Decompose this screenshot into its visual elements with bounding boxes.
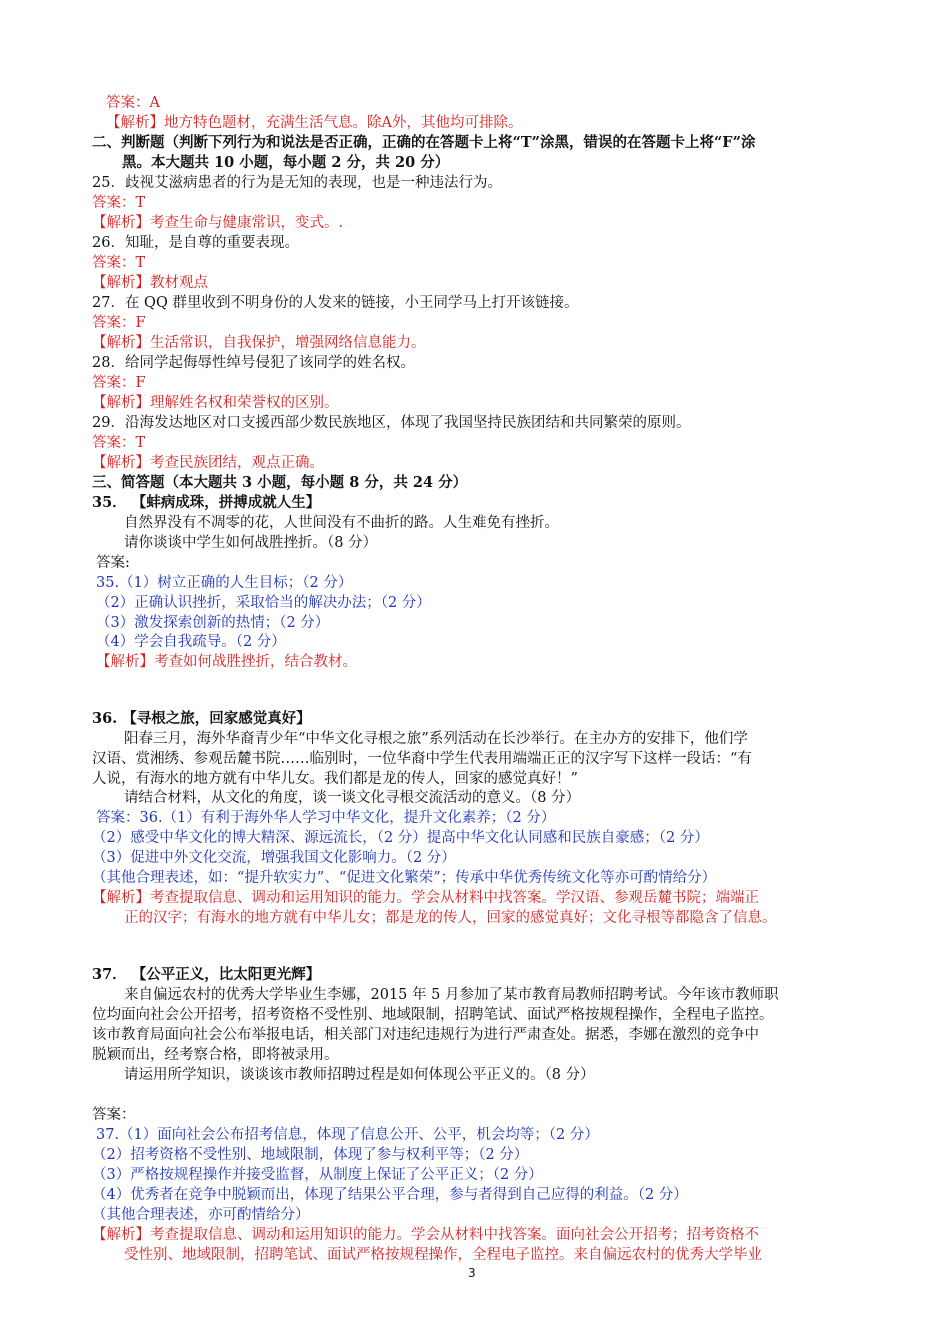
text-line: 28．给同学起侮辱性绰号侵犯了该同学的姓名权。 [92, 355, 415, 371]
text-line: 35． 【蚌病成珠，拼搏成就人生】 [92, 494, 321, 511]
text-line: 自然界没有不凋零的花，人世间没有不曲折的路。人生难免有挫折。 [124, 515, 559, 531]
text-line: 25．歧视艾滋病患者的行为是无知的表现，也是一种违法行为。 [92, 175, 502, 191]
text-line: 受性别、地域限制，招聘笔试、面试严格按规程操作，全程电子监控。来自偏远农村的优秀大学毕业 [124, 1247, 762, 1263]
text-line: （2）感受中华文化的博大精深、源远流长，（2 分）提高中华文化认同感和民族自豪感；（2 分） [92, 830, 709, 846]
text-line: （其他合理表述，亦可酌情给分） [92, 1207, 310, 1223]
text-line: 【解析】教材观点 [92, 275, 208, 291]
text-line: 【解析】考查如何战胜挫折，结合教材。 [96, 654, 357, 670]
text-line: 36. 【寻根之旅，回家感觉真好】 [92, 710, 311, 727]
text-line: 答案：A [106, 95, 160, 111]
text-line: 来自偏远农村的优秀大学毕业生李娜，2015 年 5 月参加了某市教育局教师招聘考试。今年该市教师职 [124, 987, 779, 1003]
text-line: 汉语、赏湘绣、参观岳麓书院……临别时，一位华裔中学生代表用端端正正的汉字写下这样一段话：“有 [92, 751, 752, 767]
text-line: （3）激发探索创新的热情；（2 分） [96, 615, 330, 631]
text-line: （3）严格按规程操作并接受监督，从制度上保证了公平正义；（2 分） [92, 1167, 543, 1183]
text-line: 三、简答题（本大题共 3 小题，每小题 8 分，共 24 分） [92, 474, 468, 491]
text-line: 请你谈谈中学生如何战胜挫折。（8 分） [124, 535, 378, 551]
text-line: （其他合理表述，如：“提升软实力”、“促进文化繁荣”；传承中华优秀传统文化等亦可酌情给分） [92, 870, 717, 886]
text-line: 答案: [96, 555, 130, 571]
text-line: 【解析】生活常识，自我保护，增强网络信息能力。 [92, 335, 426, 351]
text-line: 29．沿海发达地区对口支援西部少数民族地区，体现了我国坚持民族团结和共同繁荣的原则。 [92, 415, 691, 431]
text-line: 正的汉字；有海水的地方就有中华儿女；都是龙的传人，回家的感觉真好；文化寻根等都隐含了信息。 [124, 910, 777, 926]
text-line: 黑。本大题共 10 小题，每小题 2 分，共 20 分） [122, 154, 450, 171]
text-line: 请运用所学知识，谈谈该市教师招聘过程是如何体现公平正义的。（8 分） [124, 1067, 595, 1083]
text-line: 【解析】考查生命与健康常识，变式。. [92, 215, 344, 231]
text-line: 阳春三月，海外华裔青少年“中华文化寻根之旅”系列活动在长沙举行。在主办方的安排下，他们学 [124, 731, 748, 747]
text-line: 答案：F [92, 315, 146, 331]
text-line: 位均面向社会公开招考，招考资格不受性别、地域限制，招聘笔试、面试严格按规程操作，全程电子监控。 [92, 1007, 774, 1023]
text-line: 答案： [92, 1107, 136, 1123]
text-line: 37.（1）面向社会公布招考信息，体现了信息公开、公平，机会均等；（2 分） [96, 1127, 599, 1143]
text-line: 请结合材料，从文化的角度，谈一谈文化寻根交流活动的意义。（8 分） [124, 790, 581, 806]
text-line: 【解析】地方特色题材，充满生活气息。除A外，其他均可排除。 [106, 115, 523, 131]
text-line: 26．知耻，是自尊的重要表现。 [92, 235, 299, 251]
text-line: （2）正确认识挫折，采取恰当的解决办法；（2 分） [96, 595, 431, 611]
text-line: 答案：F [92, 375, 146, 391]
text-line: 答案：T [92, 195, 146, 211]
text-line: （4）优秀者在竞争中脱颖而出，体现了结果公平合理，参与者得到自己应得的利益。（2 分） [92, 1187, 688, 1203]
text-line: 脱颖而出，经考察合格，即将被录用。 [92, 1047, 339, 1063]
page-number: 3 [468, 1266, 476, 1280]
text-line: 【解析】考查提取信息、调动和运用知识的能力。学会从材料中找答案。面向社会公开招考；招考资格不 [92, 1227, 759, 1243]
text-line: 答案：36.（1）有利于海外华人学习中华文化，提升文化素养；（2 分） [96, 810, 556, 826]
text-line: 35.（1）树立正确的人生目标；（2 分） [96, 575, 353, 591]
text-line: 【解析】考查提取信息、调动和运用知识的能力。学会从材料中找答案。学汉语、参观岳麓书院；端端正 [92, 890, 759, 906]
text-line: 答案：T [92, 435, 146, 451]
text-line: （4）学会自我疏导。（2 分） [96, 634, 286, 650]
text-line: 答案：T [92, 255, 146, 271]
text-line: 【解析】理解姓名权和荣誉权的区别。 [92, 395, 339, 411]
text-line: （2）招考资格不受性别、地域限制，体现了参与权利平等；（2 分） [92, 1147, 529, 1163]
text-line: （3）促进中外文化交流，增强我国文化影响力。（2 分） [92, 850, 456, 866]
text-line: 【解析】考查民族团结，观点正确。 [92, 455, 324, 471]
text-line: 27．在 QQ 群里收到不明身份的人发来的链接，小王同学马上打开该链接。 [92, 295, 579, 311]
text-line: 人说，有海水的地方就有中华儿女。我们都是龙的传人，回家的感觉真好！” [92, 771, 578, 787]
text-line: 该市教育局面向社会公布举报电话，相关部门对违纪违规行为进行严肃查处。据悉，李娜在激烈的竞争中 [92, 1027, 759, 1043]
text-line: 37． 【公平正义，比太阳更光辉】 [92, 966, 321, 983]
text-line: 二、判断题（判断下列行为和说法是否正确，正确的在答题卡上将“T”涂黑，错误的在答题卡上将“F”涂 [92, 134, 756, 151]
